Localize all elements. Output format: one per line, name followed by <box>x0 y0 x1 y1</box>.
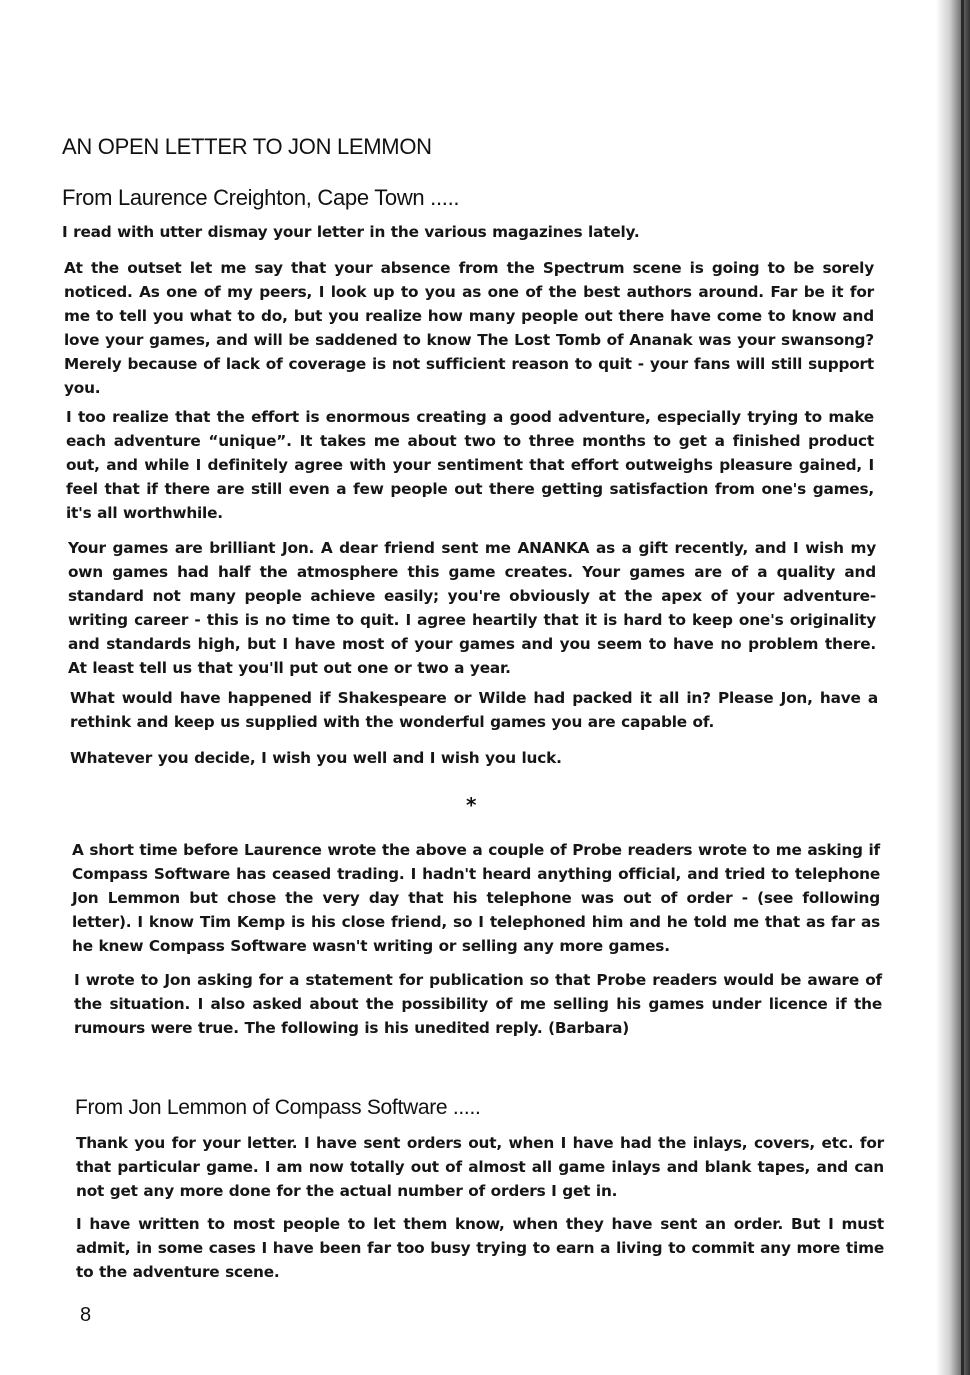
page-edge-line <box>961 0 964 1375</box>
letter1-paragraph: What would have happened if Shakespeare or Wilde had packed it all in? Please Jon, have a rethink and keep us supplied with the wonderful games you are capable of. <box>70 689 878 731</box>
page-title: AN OPEN LETTER TO JON LEMMON <box>62 134 432 159</box>
letter2-paragraph: Thank you for your letter. I have sent orders out, when I have had the inlays, covers, etc. for that particular game. I am now totally out of almost all game inlays and blank tapes, and can not get any more done for the actual number of orders I get in. <box>76 1134 884 1200</box>
letter1-paragraph: Your games are brilliant Jon. A dear friend sent me ANANKA as a gift recently, and I wish my own games had half the atmosphere this game creates. Your games are of a quality and standard not many people achieve easily; you're obviously at the apex of your adventure-writing career - this is no time to quit. I agree heartily that it is hard to keep one's originality and standards high, but I have most of your games and you seem to have no problem there. At least tell us that you'll put out one or two a year. <box>68 539 876 677</box>
page-edge-shadow <box>936 0 970 1375</box>
editor-note-paragraph: I wrote to Jon asking for a statement for publication so that Probe readers would be aware of the situation. I also asked about the possibility of me selling his games under licence if the rumours were true. The following is his unedited reply. (Barbara) <box>74 971 882 1037</box>
letter2-heading: From Jon Lemmon of Compass Software ..... <box>75 1096 481 1119</box>
section-separator: * <box>466 793 477 817</box>
letter1-paragraph: I read with utter dismay your letter in the various magazines lately. <box>62 223 640 241</box>
letter1-heading: From Laurence Creighton, Cape Town ..... <box>62 185 460 210</box>
letter1-paragraph: Whatever you decide, I wish you well and I wish you luck. <box>70 749 562 767</box>
page-number: 8 <box>80 1304 92 1326</box>
letter2-paragraph: I have written to most people to let them know, when they have sent an order. But I must admit, in some cases I have been far too busy trying to earn a living to commit any more time to the adventure scene. <box>76 1215 884 1281</box>
editor-note-paragraph: A short time before Laurence wrote the above a couple of Probe readers wrote to me asking if Compass Software has ceased trading. I hadn't heard anything official, and tried to telephone Jon Lemmon but chose the very day that his telephone was out of order - (see following letter). I know Tim Kemp is his close friend, so I telephoned him and he told me that as far as he knew Compass Software wasn't writing or selling any more games. <box>72 841 880 955</box>
letter1-paragraph: At the outset let me say that your absence from the Spectrum scene is going to be sorely noticed. As one of my peers, I look up to you as one of the best authors around. Far be it for me to tell you what to do, but you realize how many people out there have come to know and love your games, and will be saddened to know The Lost Tomb of Ananak was your swansong? Merely because of lack of coverage is not sufficient reason to quit - your fans will still support you. <box>64 259 874 397</box>
letter1-paragraph: I too realize that the effort is enormous creating a good adventure, especially trying to make each adventure “unique”. It takes me about two to three months to get a finished product out, and while I definitely agree with your sentiment that effort outweighs pleasure gained, I feel that if there are still even a few people out there getting satisfaction from one's games, it's all worthwhile. <box>66 408 874 522</box>
